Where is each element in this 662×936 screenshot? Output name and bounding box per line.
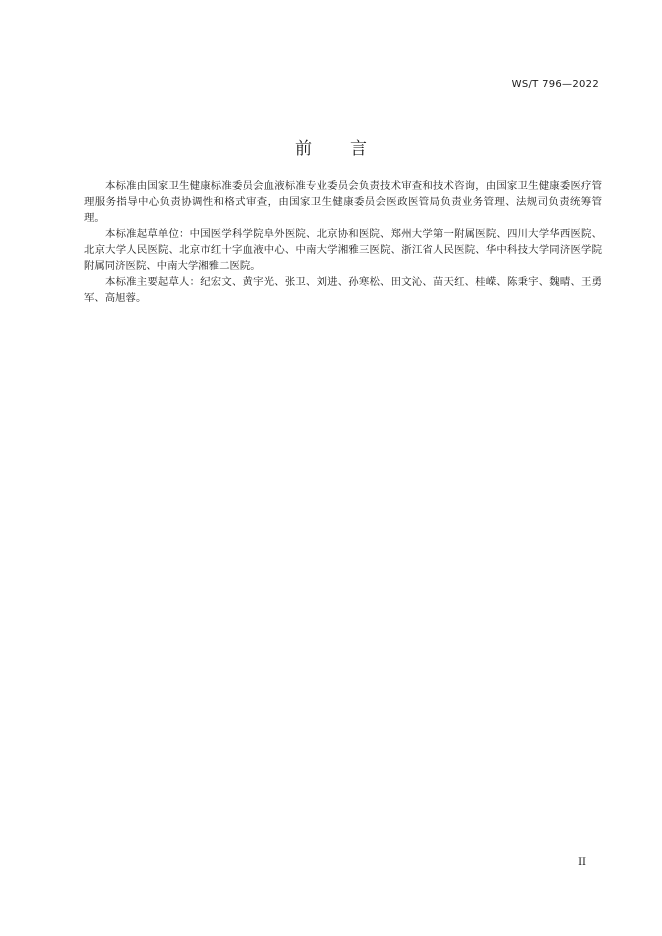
preface-body: [84, 178, 602, 306]
paragraph-review-responsibility: 本标准由国家卫生健康标准委员会血液标准专业委员会负责技术审查和技术咨询，由国家卫生健康委医疗管理服务指导中心负责协调性和格式审查，由国家卫生健康委员会医政医管局负责业务管理、法规司负责统筹管理。: [84, 180, 602, 224]
page-title: 前言: [295, 139, 405, 159]
paragraph-main-drafters: 本标准主要起草人：纪宏文、黄宇光、张卫、刘进、孙寒松、田文沁、苗天红、桂嵘、陈秉宇、魏晴、王勇军、高旭蓉。: [84, 276, 602, 304]
paragraph-drafting-units: 本标准起草单位：中国医学科学院阜外医院、北京协和医院、郑州大学第一附属医院、四川大学华西医院、北京大学人民医院、北京市红十字血液中心、中南大学湘雅三医院、浙江省人民医院、华中科技大学同济医学院附属同济医院、中南大学湘雅二医院。: [84, 228, 602, 272]
page-number: II: [578, 857, 586, 868]
document-code: WS/T 796—2022: [511, 79, 599, 90]
